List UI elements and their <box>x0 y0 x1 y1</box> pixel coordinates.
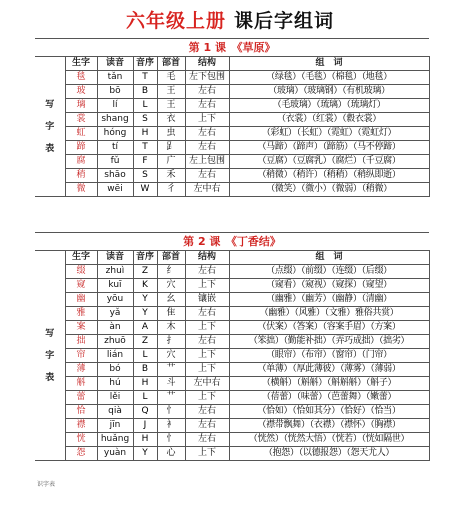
vocab-words: （恰如）（恰如其分）（恰好）（恰当） <box>229 405 429 419</box>
vocab-row <box>35 377 429 391</box>
vocab-structure: 上下 <box>185 321 229 335</box>
vocab-index-letter: B <box>133 85 157 99</box>
vocab-char: 窥 <box>65 279 97 293</box>
vocab-char: 裳 <box>65 113 97 127</box>
vocab-structure: 上下 <box>185 447 229 461</box>
vocab-structure: 上下 <box>185 363 229 377</box>
vocab-pinyin: àn <box>97 321 133 335</box>
vocab-char: 斛 <box>65 377 97 391</box>
vocab-structure: 上下 <box>185 113 229 127</box>
vocab-words: （绿毯）（毛毯）（棉毯）（地毯） <box>229 71 429 85</box>
vocab-row <box>35 265 429 279</box>
vocab-structure: 上下 <box>185 391 229 405</box>
vocab-row <box>35 279 429 293</box>
vocab-words: （玻璃）（玻璃钢）（有机玻璃） <box>229 85 429 99</box>
vocab-radical: 忄 <box>157 405 185 419</box>
vocab-radical: 禾 <box>157 169 185 183</box>
vocab-structure: 左右 <box>185 433 229 447</box>
vocab-words: （幽雅）（幽芳）（幽静）（清幽） <box>229 293 429 307</box>
lesson-2-table <box>35 232 430 461</box>
vocab-index-letter: Q <box>133 405 157 419</box>
vocab-row <box>35 433 429 447</box>
vocab-index-letter: B <box>133 363 157 377</box>
vocab-radical: 广 <box>157 155 185 169</box>
vocab-index-letter: T <box>133 141 157 155</box>
vocab-row <box>35 183 429 197</box>
vocab-radical: 心 <box>157 447 185 461</box>
vocab-pinyin: zhuì <box>97 265 133 279</box>
lesson-2-title: 第 2 课 《丁香结》 <box>35 233 429 251</box>
vocab-radical: 毛 <box>157 71 185 85</box>
vocab-pinyin: tǎn <box>97 71 133 85</box>
vocab-row <box>35 447 429 461</box>
vocab-row <box>35 307 429 321</box>
vocab-words: （襟带飘舞）（衣襟）（襟怀）（胸襟） <box>229 419 429 433</box>
column-header-index: 音序 <box>133 57 157 71</box>
vocab-structure: 镶嵌 <box>185 293 229 307</box>
column-header-words: 组 词 <box>229 251 429 265</box>
vocab-structure: 左右 <box>185 419 229 433</box>
writing-table-label: 写 字 表 <box>35 251 65 461</box>
vocab-radical: 穴 <box>157 279 185 293</box>
vocab-words: （彩虹）（长虹）（霓虹）（霓虹灯） <box>229 127 429 141</box>
vocab-row <box>35 335 429 349</box>
vocab-structure: 左右 <box>185 141 229 155</box>
vocab-radical: 𧾷 <box>157 141 185 155</box>
vocab-char: 蕾 <box>65 391 97 405</box>
vocab-pinyin: jīn <box>97 419 133 433</box>
vocab-index-letter: K <box>133 279 157 293</box>
vocab-words: （毛玻璃）（琉璃）（琉璃灯） <box>229 99 429 113</box>
vocab-char: 恍 <box>65 433 97 447</box>
vocab-pinyin: yuàn <box>97 447 133 461</box>
vocab-char: 缀 <box>65 265 97 279</box>
page-title-grade: 六年级上册 <box>125 10 226 32</box>
vocab-words: （稍微）（稍许）（稍稍）（稍纵即逝） <box>229 169 429 183</box>
vocab-radical: 斗 <box>157 377 185 391</box>
column-header-structure: 结构 <box>185 57 229 71</box>
vocab-index-letter: L <box>133 391 157 405</box>
vocab-row <box>35 363 429 377</box>
vocab-radical: 艹 <box>157 391 185 405</box>
vocab-char: 薄 <box>65 363 97 377</box>
vocab-radical: 忄 <box>157 433 185 447</box>
column-header-radical: 部首 <box>157 57 185 71</box>
vocab-radical: 隹 <box>157 307 185 321</box>
vocab-char: 蹄 <box>65 141 97 155</box>
vocab-char: 虹 <box>65 127 97 141</box>
vocab-pinyin: hóng <box>97 127 133 141</box>
vocab-index-letter: Y <box>133 307 157 321</box>
vocab-pinyin: lián <box>97 349 133 363</box>
column-header-radical: 部首 <box>157 251 185 265</box>
vocab-pinyin: yōu <box>97 293 133 307</box>
vocab-structure: 上下 <box>185 279 229 293</box>
vocab-row <box>35 405 429 419</box>
vocab-pinyin: yǎ <box>97 307 133 321</box>
vocab-row <box>35 349 429 363</box>
vocab-radical: 穴 <box>157 349 185 363</box>
vocab-words: （单薄）（厚此薄彼）（薄雾）（薄弱） <box>229 363 429 377</box>
vocab-index-letter: S <box>133 113 157 127</box>
vocab-radical: 王 <box>157 99 185 113</box>
vocab-structure: 上下 <box>185 349 229 363</box>
vocab-pinyin: huǎng <box>97 433 133 447</box>
vocab-words: （眼帘）（布帘）（窗帘）（门帘） <box>229 349 429 363</box>
vocab-index-letter: F <box>133 155 157 169</box>
vocab-row <box>35 71 429 85</box>
vocab-pinyin: shang <box>97 113 133 127</box>
vocab-index-letter: T <box>133 71 157 85</box>
page-title <box>0 6 460 33</box>
vocab-words: （窥看）（窥视）（窥探）（窥望） <box>229 279 429 293</box>
vocab-radical: 虫 <box>157 127 185 141</box>
vocab-char: 拙 <box>65 335 97 349</box>
vocab-row <box>35 85 429 99</box>
vocab-radical: 衣 <box>157 113 185 127</box>
vocab-row <box>35 99 429 113</box>
vocab-words: （微笑）（微小）（微弱）（稍微） <box>229 183 429 197</box>
vocab-words: （横斛）（斛斛）（斛斛斛）（斛子） <box>229 377 429 391</box>
vocab-row <box>35 419 429 433</box>
vocab-radical: 艹 <box>157 363 185 377</box>
vocab-char: 恰 <box>65 405 97 419</box>
vocab-radical: 纟 <box>157 265 185 279</box>
vocab-char: 稍 <box>65 169 97 183</box>
vocab-pinyin: zhuō <box>97 335 133 349</box>
vocab-row <box>35 141 429 155</box>
vocab-structure: 左上包围 <box>185 155 229 169</box>
vocab-pinyin: tí <box>97 141 133 155</box>
vocab-words: （马蹄）（蹄声）（蹄筋）（马不停蹄） <box>229 141 429 155</box>
vocab-index-letter: L <box>133 99 157 113</box>
vocab-row <box>35 113 429 127</box>
vocab-row <box>35 391 429 405</box>
vocab-radical: 彳 <box>157 183 185 197</box>
vocab-index-letter: S <box>133 169 157 183</box>
vocab-structure: 左中右 <box>185 377 229 391</box>
page-title-subtitle: 课后字组词 <box>234 10 335 32</box>
column-header-char: 生字 <box>65 57 97 71</box>
vocab-pinyin: kuī <box>97 279 133 293</box>
column-header-pinyin: 读音 <box>97 57 133 71</box>
vocab-structure: 左右 <box>185 169 229 183</box>
vocab-structure: 左下包围 <box>185 71 229 85</box>
vocab-index-letter: Y <box>133 293 157 307</box>
vocab-words: （幽雅）（风雅）（文雅）雅俗共赏） <box>229 307 429 321</box>
vocab-index-letter: H <box>133 127 157 141</box>
lesson-1-table <box>35 38 430 197</box>
vocab-radical: 王 <box>157 85 185 99</box>
vocab-index-letter: H <box>133 377 157 391</box>
vocab-words: （衣裳）（红裳）（縠衣裳） <box>229 113 429 127</box>
vocab-words: （点缀）（前缀）（连缀）（后缀） <box>229 265 429 279</box>
vocab-char: 帘 <box>65 349 97 363</box>
vocab-char: 幽 <box>65 293 97 307</box>
vocab-words: （蓓蕾）（味蕾）（芭蕾舞）（嫩蕾） <box>229 391 429 405</box>
vocab-words: （豆腐）（豆腐乳）（腐烂）（千豆腐） <box>229 155 429 169</box>
vocab-pinyin: hú <box>97 377 133 391</box>
vocab-char: 襟 <box>65 419 97 433</box>
vocab-index-letter: Z <box>133 335 157 349</box>
vocab-row <box>35 155 429 169</box>
vocab-radical: 扌 <box>157 335 185 349</box>
vocab-char: 怨 <box>65 447 97 461</box>
column-header-char: 生字 <box>65 251 97 265</box>
vocab-char: 玻 <box>65 85 97 99</box>
vocab-row <box>35 169 429 183</box>
vocab-pinyin: shāo <box>97 169 133 183</box>
vocab-pinyin: lěi <box>97 391 133 405</box>
vocab-structure: 左中右 <box>185 183 229 197</box>
column-header-index: 音序 <box>133 251 157 265</box>
vocab-structure: 左右 <box>185 307 229 321</box>
vocab-words: （恍然）（恍然大悟）（恍若）（恍如隔世） <box>229 433 429 447</box>
vocab-index-letter: L <box>133 349 157 363</box>
vocab-structure: 左右 <box>185 99 229 113</box>
vocab-char: 微 <box>65 183 97 197</box>
vocab-index-letter: W <box>133 183 157 197</box>
vocab-char: 毯 <box>65 71 97 85</box>
vocab-words: （伏案）（答案）（容案手眉）（方案） <box>229 321 429 335</box>
vocab-structure: 左右 <box>185 85 229 99</box>
vocab-words: （笨拙）（勤能补拙）（弄巧成拙）（拙劣） <box>229 335 429 349</box>
vocab-structure: 左右 <box>185 265 229 279</box>
vocab-row <box>35 127 429 141</box>
vocab-structure: 左右 <box>185 127 229 141</box>
vocab-pinyin: wēi <box>97 183 133 197</box>
vocab-index-letter: J <box>133 419 157 433</box>
vocab-pinyin: fǔ <box>97 155 133 169</box>
vocab-char: 璃 <box>65 99 97 113</box>
vocab-radical: 木 <box>157 321 185 335</box>
vocab-radical: 衤 <box>157 419 185 433</box>
vocab-index-letter: H <box>133 433 157 447</box>
column-header-words: 组 词 <box>229 57 429 71</box>
vocab-pinyin: bó <box>97 363 133 377</box>
vocab-structure: 左右 <box>185 405 229 419</box>
vocab-index-letter: Y <box>133 447 157 461</box>
lesson-1-title: 第 1 课 《草原》 <box>35 39 429 57</box>
column-header-pinyin: 读音 <box>97 251 133 265</box>
vocab-pinyin: qià <box>97 405 133 419</box>
vocab-structure: 左右 <box>185 335 229 349</box>
vocab-char: 雅 <box>65 307 97 321</box>
vocab-pinyin: lí <box>97 99 133 113</box>
vocab-words: （抱怨）（以德报怨）（怨天尤人） <box>229 447 429 461</box>
vocab-radical: 幺 <box>157 293 185 307</box>
vocab-row <box>35 293 429 307</box>
vocab-row <box>35 321 429 335</box>
vocab-index-letter: A <box>133 321 157 335</box>
writing-table-label: 写 字 表 <box>35 57 65 197</box>
vocab-char: 腐 <box>65 155 97 169</box>
vocab-char: 案 <box>65 321 97 335</box>
corner-note: 识字表 <box>37 481 56 488</box>
vocab-index-letter: Z <box>133 265 157 279</box>
column-header-structure: 结构 <box>185 251 229 265</box>
vocab-pinyin: bō <box>97 85 133 99</box>
